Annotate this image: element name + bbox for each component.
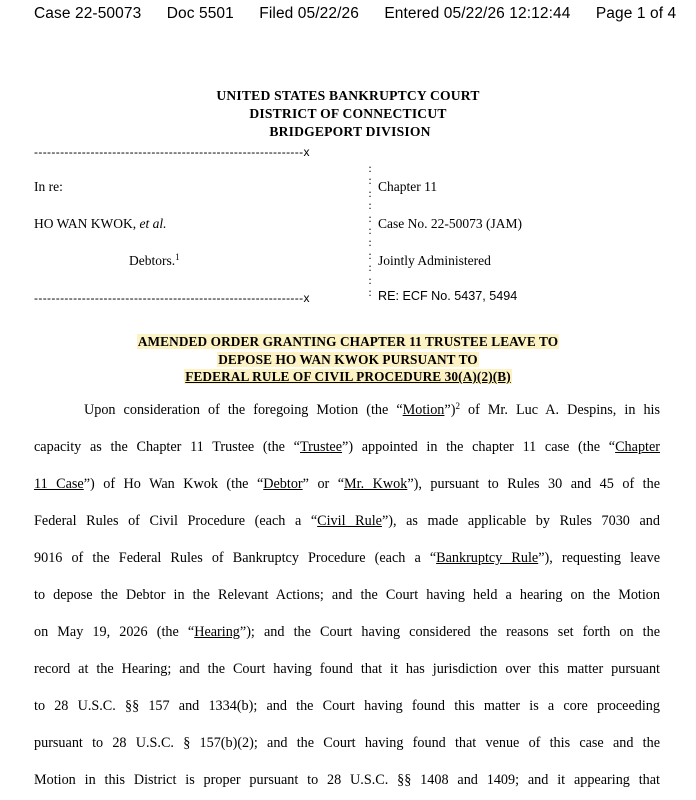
chapter-label: Chapter 11 [378,179,438,194]
ecf-header [34,5,676,23]
court-heading [0,87,696,141]
jointly-administered-label: Jointly Administered [378,253,491,268]
caption-top-rule: --------------------------------------------------------------x [34,145,310,159]
court-name: UNITED STATES BANKRUPTCY COURT [216,88,480,103]
title-line-3: FEDERAL RULE OF CIVIL PROCEDURE 30(A)(2)(B) [185,369,511,384]
court-district: DISTRICT OF CONNECTICUT [249,106,447,121]
body-line: to 28 U.S.C. §§ 157 and 1334(b); and the Court having found this matter is a core proceeding [34,698,660,714]
body-line: Federal Rules of Civil Procedure (each a “Civil Rule”), as made applicable by Rules 7030 and [34,513,660,529]
re-ecf-label: RE: ECF No. 5437, 5494 [378,289,518,303]
filed-date: Filed 05/22/26 [259,5,359,22]
caption-bottom-rule: --------------------------------------------------------------x [34,291,310,305]
body-line: capacity as the Chapter 11 Trustee (the “Trustee”) appointed in the chapter 11 case (the “Chapter [34,439,661,455]
body-line: on May 19, 2026 (the “Hearing”); and the Court having considered the reasons set forth on the [34,624,660,640]
body-line: Motion in this District is proper pursuant to 28 U.S.C. §§ 1408 and 1409; and it appearing that [34,772,660,788]
body-line: to depose the Debtor in the Relevant Actions; and the Court having held a hearing on the Motion [34,587,660,603]
body-line: Upon consideration of the foregoing Motion (the “Motion”)$^2$ of Mr. Luc A. Despins, in his [84,401,660,418]
title-line-2: DEPOSE HO WAN KWOK PURSUANT TO [218,351,478,367]
title-line-1: AMENDED ORDER GRANTING CHAPTER 11 TRUSTEE LEAVE TO [137,334,559,349]
order-title [0,333,696,386]
body-line: 9016 of the Federal Rules of Bankruptcy Procedure (each a “Bankruptcy Rule”), requesting leave [34,550,660,566]
body-line: pursuant to 28 U.S.C. § 157(b)(2); and the Court having found that venue of this case and the [34,735,660,751]
caption-colon-column: : : : : : : : : : : : [368,161,372,300]
in-re-label: In re: [34,179,63,194]
court-division: BRIDGEPORT DIVISION [269,124,431,139]
debtor-name: HO WAN KWOK, et al. [34,216,167,231]
entered-date: Entered 05/22/26 12:12:44 [384,5,571,22]
body-line: 11 Case”) of Ho Wan Kwok (the “Debtor” or “Mr. Kwok”), pursuant to Rules 30 and 45 of the [34,476,660,492]
footnote-1-mark: 1 [175,252,180,262]
case-number: Case 22-50073 [34,5,142,22]
doc-number: Doc 5501 [166,5,234,22]
footnote-2-mark: 2 [455,401,460,411]
case-no-label: Case No. 22-50073 (JAM) [378,216,522,231]
debtors-label: Debtors.$^1$ [129,252,180,268]
page-indicator: Page 1 of 4 [595,5,677,22]
body-line: record at the Hearing; and the Court having found that it has jurisdiction over this matter pursuant [34,661,660,677]
